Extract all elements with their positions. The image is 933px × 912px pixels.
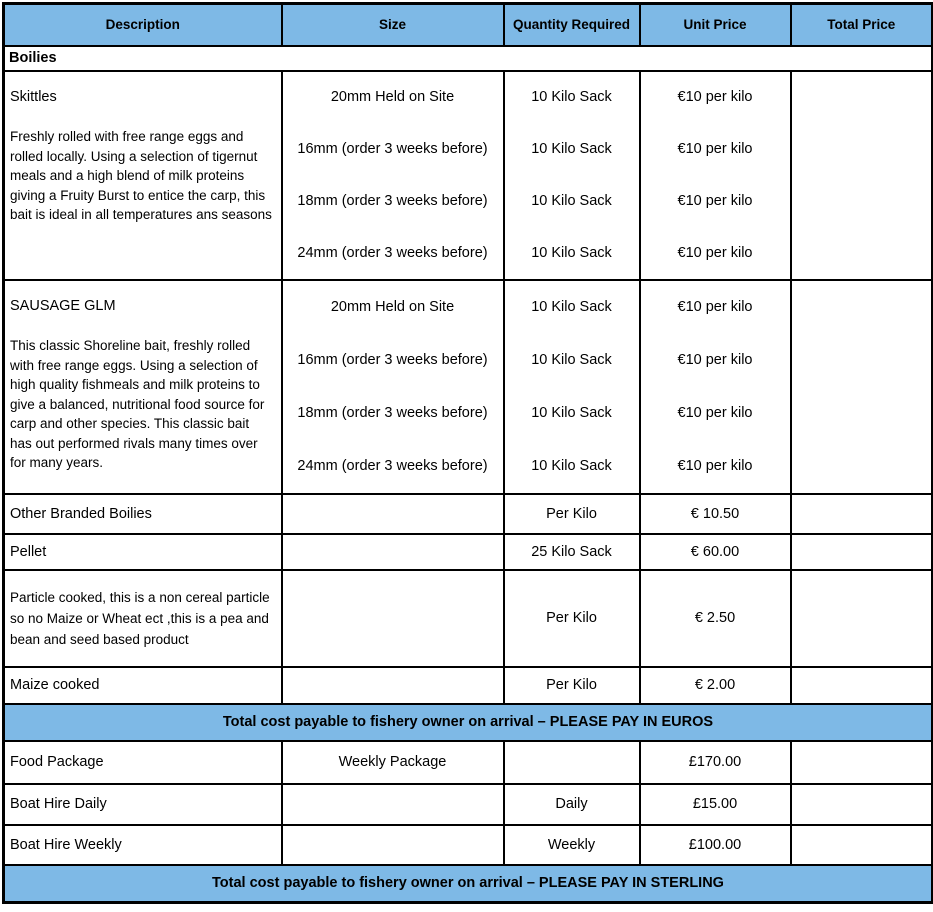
sausage-title: SAUSAGE GLM xyxy=(10,297,116,314)
size-option: 20mm Held on Site xyxy=(330,89,455,106)
size-option: 20mm Held on Site xyxy=(330,299,455,315)
quantity-value: 10 Kilo Sack xyxy=(531,192,612,209)
total-price-cell xyxy=(791,534,933,570)
total-price-cell xyxy=(791,741,933,784)
unit-price-value: €10 per kilo xyxy=(677,141,753,158)
sausage-quantity-cell xyxy=(504,280,640,494)
skittles-description-cell xyxy=(4,71,282,280)
skittles-unit-price-list xyxy=(641,72,790,279)
price-table xyxy=(2,2,933,904)
unit-price-value: €10 per kilo xyxy=(677,299,753,315)
sausage-unit-price-list xyxy=(641,281,790,493)
unit-price-cell: £100.00 xyxy=(640,825,791,865)
header-row xyxy=(4,4,933,46)
size-option: 24mm (order 3 weeks before) xyxy=(297,458,488,474)
col-header-quantity-required: Quantity Required xyxy=(504,4,640,46)
description-cell: Other Branded Boilies xyxy=(4,494,282,534)
row-boat-hire-daily xyxy=(4,784,933,825)
unit-price-value: €10 per kilo xyxy=(677,244,753,261)
unit-price-cell: € 2.00 xyxy=(640,667,791,704)
quantity-value: 10 Kilo Sack xyxy=(531,405,612,421)
sausage-quantity-list xyxy=(505,281,639,493)
sausage-description: This classic Shoreline bait, freshly rolled with free range eggs. Using a selection of high quality fishmeals and milk proteins to give a balanced, nutritional food source for carp and other species. This classic bait has out performed rivals many times over for many years. xyxy=(10,338,265,470)
unit-price-value: €10 per kilo xyxy=(677,89,753,106)
banner-row-sterling xyxy=(4,865,933,903)
quantity-cell: Per Kilo xyxy=(504,494,640,534)
quantity-cell: Daily xyxy=(504,784,640,825)
unit-price-cell: € 10.50 xyxy=(640,494,791,534)
quantity-value: 10 Kilo Sack xyxy=(531,352,612,368)
total-price-cell xyxy=(791,667,933,704)
unit-price-cell: € 60.00 xyxy=(640,534,791,570)
skittles-size-list xyxy=(283,72,503,279)
skittles-description: Freshly rolled with free range eggs and rolled locally. Using a selection of tigernut meals and a high blend of milk proteins giving a Fruity Burst to entice the carp, this bait is ideal in all temperatures ans seasons xyxy=(10,129,272,222)
total-price-cell xyxy=(791,570,933,667)
quantity-cell xyxy=(504,741,640,784)
unit-price-value: €10 per kilo xyxy=(677,352,753,368)
quantity-cell: Per Kilo xyxy=(504,570,640,667)
total-price-cell xyxy=(791,825,933,865)
total-price-cell xyxy=(791,784,933,825)
quantity-value: 10 Kilo Sack xyxy=(531,141,612,158)
description-cell: Boat Hire Daily xyxy=(4,784,282,825)
size-cell xyxy=(282,494,504,534)
size-option: 24mm (order 3 weeks before) xyxy=(297,244,488,261)
quantity-value: 10 Kilo Sack xyxy=(531,458,612,474)
sterling-banner-text: Total cost payable to fishery owner on arrival – PLEASE PAY IN STERLING xyxy=(4,865,933,903)
unit-price-cell: £15.00 xyxy=(640,784,791,825)
euros-banner-text: Total cost payable to fishery owner on arrival – PLEASE PAY IN EUROS xyxy=(4,704,933,741)
description-cell: Food Package xyxy=(4,741,282,784)
row-other-branded-boilies xyxy=(4,494,933,534)
size-cell: Weekly Package xyxy=(282,741,504,784)
row-food-package xyxy=(4,741,933,784)
quantity-cell: Per Kilo xyxy=(504,667,640,704)
sausage-size-cell xyxy=(282,280,504,494)
section-row-boilies xyxy=(4,46,933,71)
quantity-value: 10 Kilo Sack xyxy=(531,299,612,315)
unit-price-value: €10 per kilo xyxy=(677,192,753,209)
unit-price-cell: £170.00 xyxy=(640,741,791,784)
row-particle-cooked xyxy=(4,570,933,667)
product-row-skittles xyxy=(4,71,933,280)
unit-price-cell: € 2.50 xyxy=(640,570,791,667)
section-title-boilies: Boilies xyxy=(4,46,933,71)
col-header-description: Description xyxy=(4,4,282,46)
banner-row-euros xyxy=(4,704,933,741)
skittles-quantity-cell xyxy=(504,71,640,280)
description-cell: Particle cooked, this is a non cereal particle so no Maize or Wheat ect ,this is a pea and bean and seed based product xyxy=(4,570,282,667)
size-cell xyxy=(282,784,504,825)
product-row-sausage-glm xyxy=(4,280,933,494)
skittles-quantity-list xyxy=(505,72,639,279)
description-cell: Maize cooked xyxy=(4,667,282,704)
size-cell xyxy=(282,667,504,704)
sausage-total-price-cell xyxy=(791,280,933,494)
description-cell: Boat Hire Weekly xyxy=(4,825,282,865)
total-price-cell xyxy=(791,494,933,534)
sausage-unit-price-cell xyxy=(640,280,791,494)
skittles-size-cell xyxy=(282,71,504,280)
quantity-cell: 25 Kilo Sack xyxy=(504,534,640,570)
quantity-cell: Weekly xyxy=(504,825,640,865)
size-cell xyxy=(282,570,504,667)
sausage-size-list xyxy=(283,281,503,493)
unit-price-value: €10 per kilo xyxy=(677,405,753,421)
description-cell: Pellet xyxy=(4,534,282,570)
col-header-total-price: Total Price xyxy=(791,4,933,46)
col-header-size: Size xyxy=(282,4,504,46)
row-maize-cooked xyxy=(4,667,933,704)
unit-price-value: €10 per kilo xyxy=(677,458,753,474)
size-cell xyxy=(282,534,504,570)
size-option: 16mm (order 3 weeks before) xyxy=(297,141,488,158)
skittles-unit-price-cell xyxy=(640,71,791,280)
size-option: 18mm (order 3 weeks before) xyxy=(297,192,488,209)
quantity-value: 10 Kilo Sack xyxy=(531,244,612,261)
quantity-value: 10 Kilo Sack xyxy=(531,89,612,106)
size-option: 16mm (order 3 weeks before) xyxy=(297,352,488,368)
row-boat-hire-weekly xyxy=(4,825,933,865)
row-pellet xyxy=(4,534,933,570)
sausage-description-cell xyxy=(4,280,282,494)
size-option: 18mm (order 3 weeks before) xyxy=(297,405,488,421)
skittles-title: Skittles xyxy=(10,88,57,105)
size-cell xyxy=(282,825,504,865)
col-header-unit-price: Unit Price xyxy=(640,4,791,46)
skittles-total-price-cell xyxy=(791,71,933,280)
